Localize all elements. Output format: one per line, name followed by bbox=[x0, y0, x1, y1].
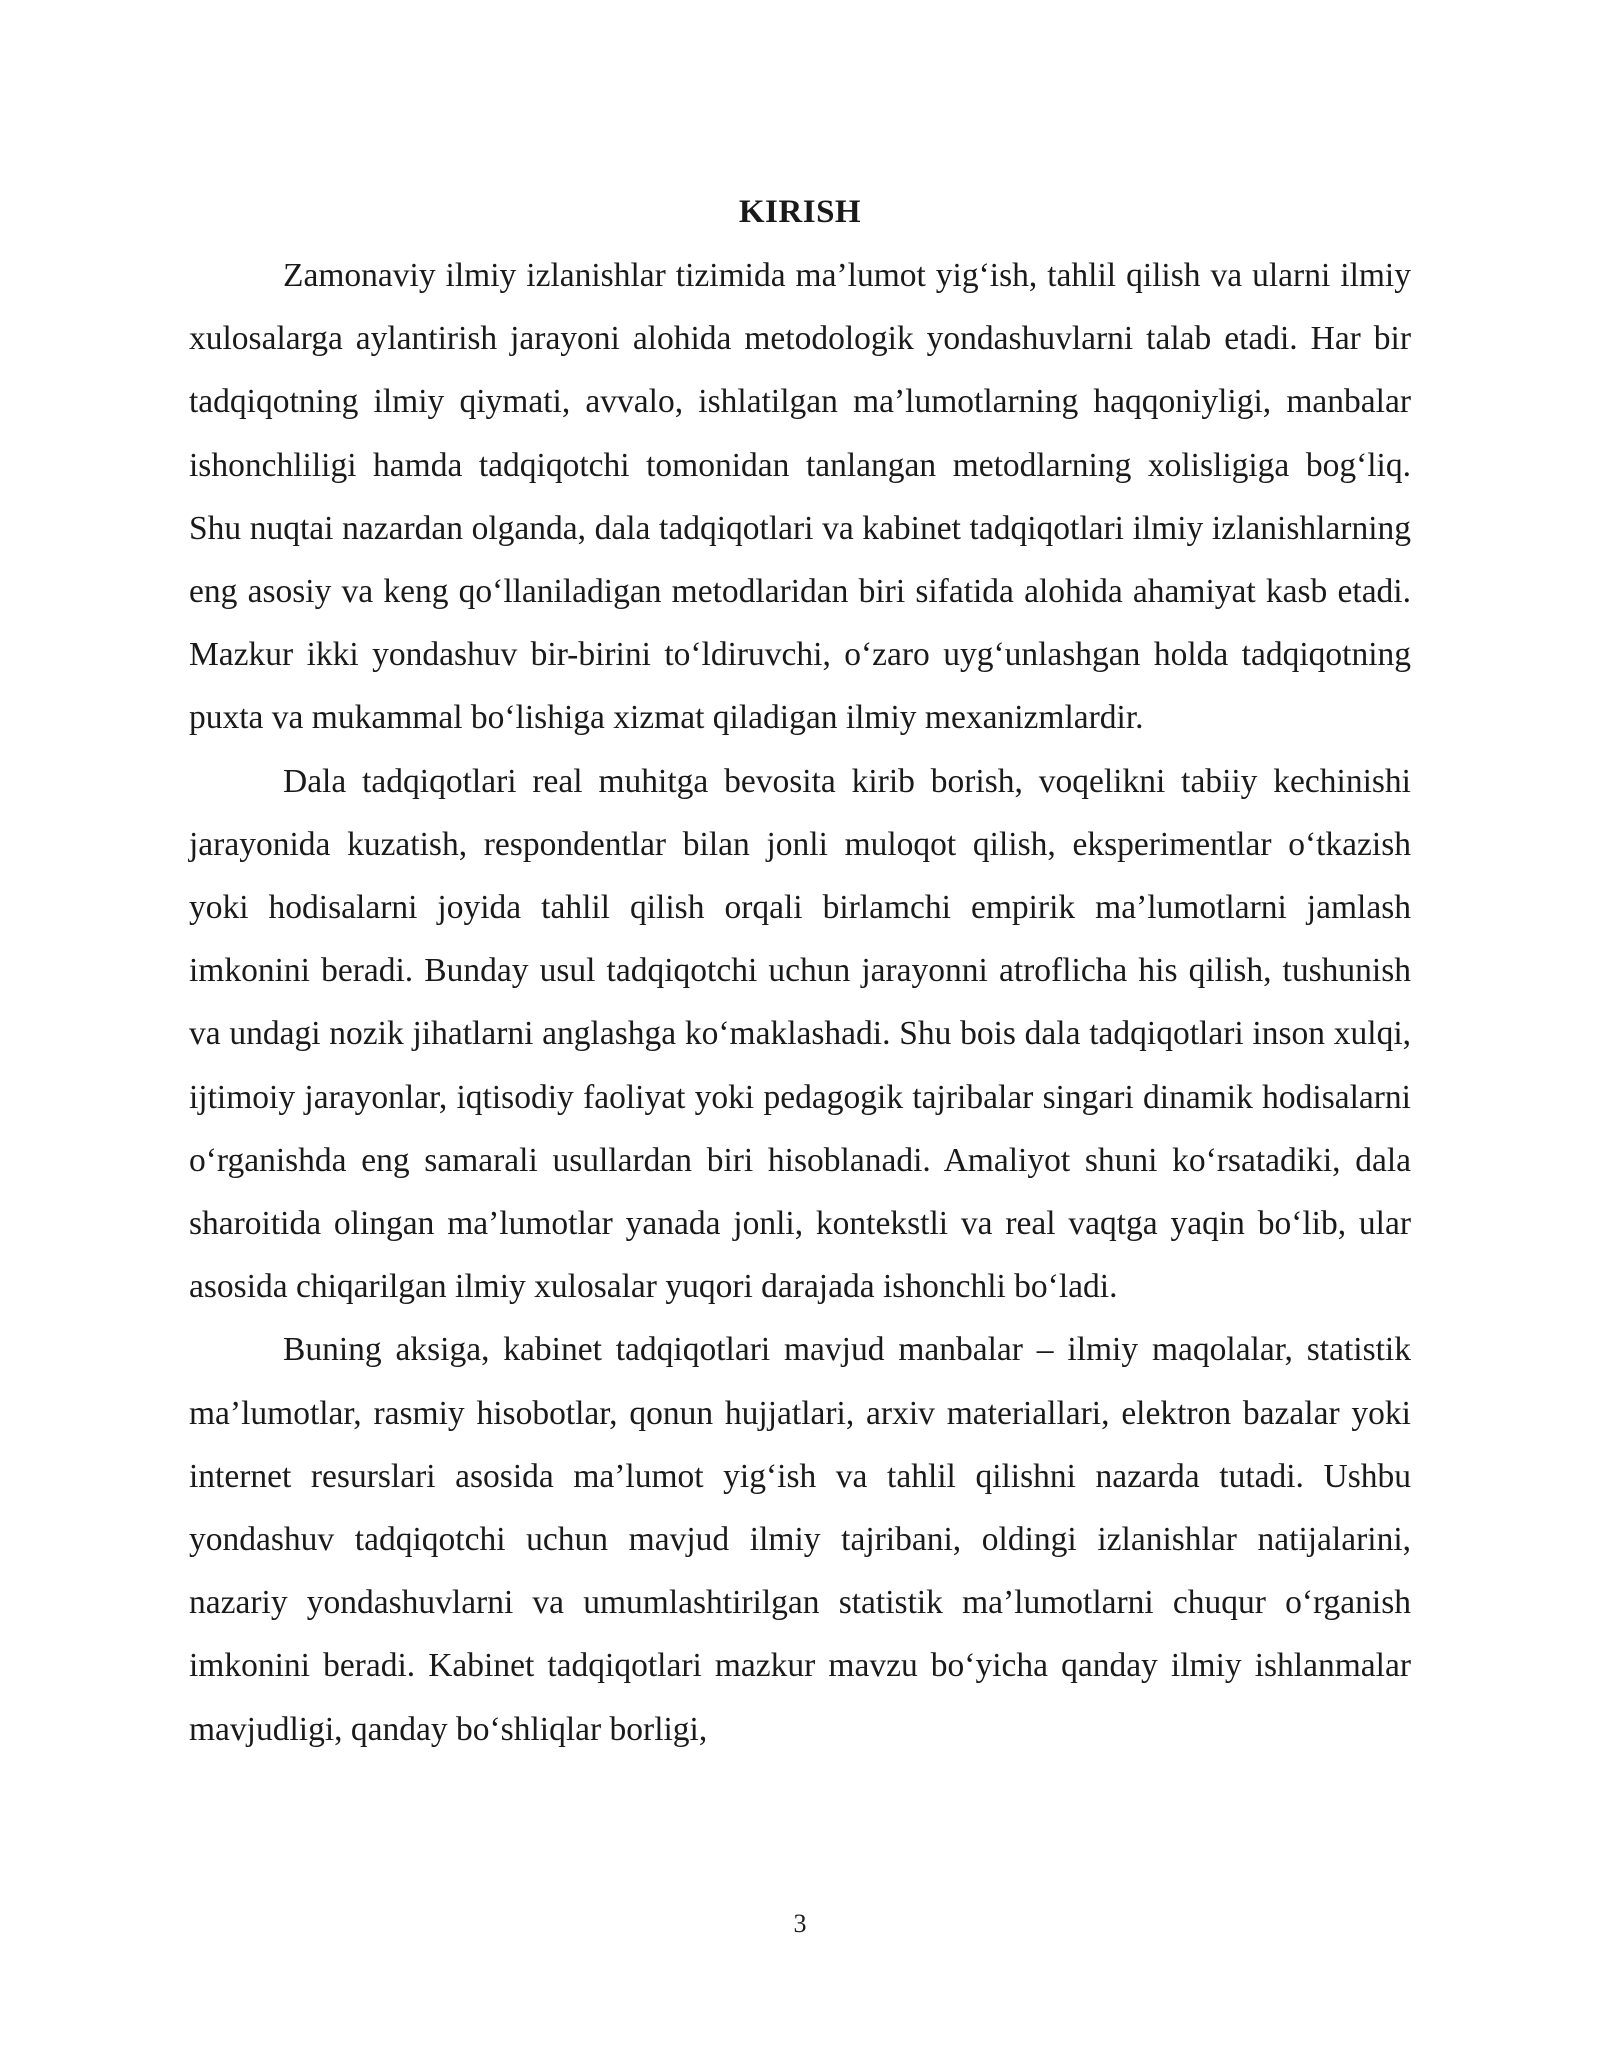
document-body bbox=[189, 244, 1411, 1761]
paragraph-3: Buning aksiga, kabinet tadqiqotlari mavjud manbalar – ilmiy maqolalar, statistik ma’lumotlar, rasmiy hisobotlar, qonun hujjatlari, arxiv materiallari, elektron bazalar yoki internet resurslari asosida ma’lumot yig‘ish va tahlil qilishni nazarda tutadi. Ushbu yondashuv tadqiqotchi uchun mavjud ilmiy tajribani, oldingi izlanishlar natijalarini, nazariy yondashuvlarni va umumlashtirilgan statistik ma’lumotlarni chuqur o‘rganish imkonini beradi. Kabinet tadqiqotlari mazkur mavzu bo‘yicha qanday ilmiy ishlanmalar mavjudligi, qanday bo‘shliqlar borligi, bbox=[189, 1331, 1411, 1748]
paragraph-1: Zamonaviy ilmiy izlanishlar tizimida ma’lumot yig‘ish, tahlil qilish va ularni ilmiy xulosalarga aylantirish jarayoni alohida metodologik yondashuvlarni talab etadi. Har bir tadqiqotning ilmiy qiymati, avvalo, ishlatilgan ma’lumotlarning haqqoniyligi, manbalar ishonchliligi hamda tadqiqotchi tomonidan tanlangan metodlarning xolisligiga bog‘liq. Shu nuqtai nazardan olganda, dala tadqiqotlari va kabinet tadqiqotlari ilmiy izlanishlarning eng asosiy va keng qo‘llaniladigan metodlaridan biri sifatida alohida ahamiyat kasb etadi. Mazkur ikki yondashuv bir-birini to‘ldiruvchi, o‘zaro uyg‘unlashgan holda tadqiqotning puxta va mukammal bo‘lishiga xizmat qiladigan ilmiy mexanizmlardir. bbox=[189, 257, 1411, 737]
page-number: 3 bbox=[793, 1909, 807, 1938]
page-title: KIRISH bbox=[738, 194, 862, 230]
paragraph-2: Dala tadqiqotlari real muhitga bevosita kirib borish, voqelikni tabiiy kechinishi jarayonida kuzatish, respondentlar bilan jonli muloqot qilish, eksperimentlar o‘tkazish yoki hodisalarni joyida tahlil qilish orqali birlamchi empirik ma’lumotlarni jamlash imkonini beradi. Bunday usul tadqiqotchi uchun jarayonni atroflicha his qilish, tushunish va undagi nozik jihatlarni anglashga ko‘maklashadi. Shu bois dala tadqiqotlari inson xulqi, ijtimoiy jarayonlar, iqtisodiy faoliyat yoki pedagogik tajribalar singari dinamik hodisalarni o‘rganishda eng samarali usullardan biri hisoblanadi. Amaliyot shuni ko‘rsatadiki, dala sharoitida olingan ma’lumotlar yanada jonli, kontekstli va real vaqtga yaqin bo‘lib, ular asosida chiqarilgan ilmiy xulosalar yuqori darajada ishonchli bo‘ladi. bbox=[189, 762, 1411, 1306]
